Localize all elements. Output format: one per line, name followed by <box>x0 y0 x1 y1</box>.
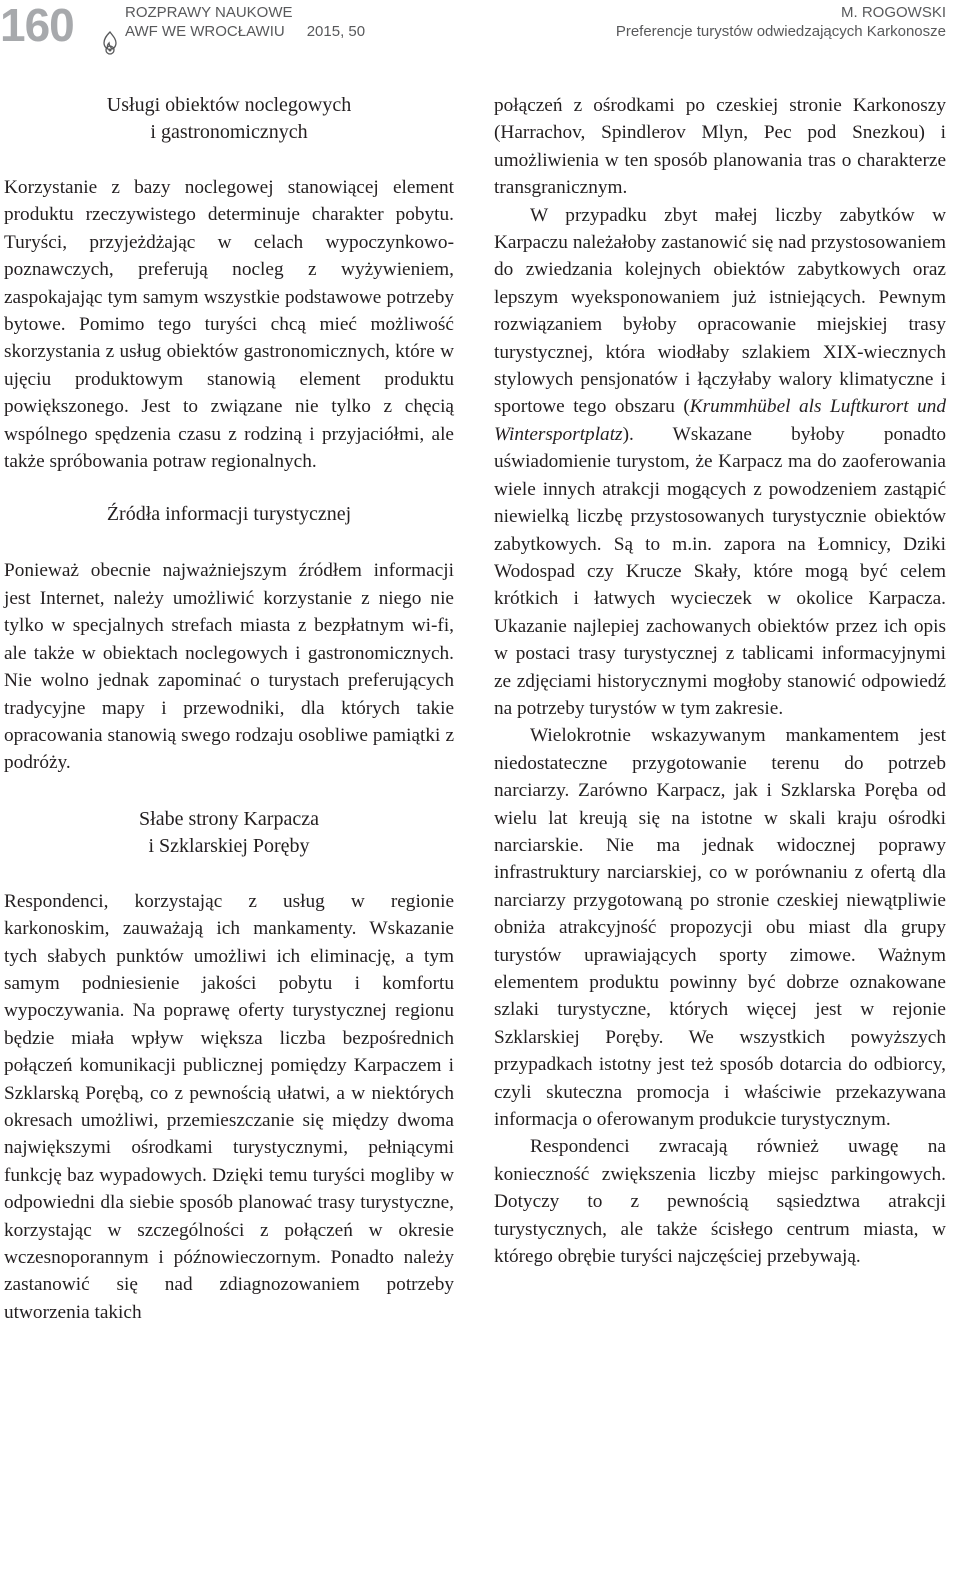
running-head-author: M. ROGOWSKI <box>841 4 946 21</box>
section-heading-information-sources: Źródła informacji turystycznej <box>106 503 352 526</box>
journal-issue: 2015, 50 <box>306 23 366 40</box>
paragraph-monuments-text-b: ). Wskazane byłoby ponadto uświadomienie turystom, że Karpacz ma do zaoferowania wiele innych atrakcji mogących z powodzeniem zastąpić niewielką liczbę przystosowanych turystycznie obiektów zabytkowych. Są to m.in. zapora na Łomnicy, Dziki Wodospad czy Krucze Skały, które mogą być celem krótkich i łatwych wycieczek w okolice Karpacza. Ukazanie najlepiej zachowanych obiektów przez ich opis w postaci trasy turystycznej z tablicami informacyjnymi ze zdjęciami historycznymi mogłoby stanowić odpowiedź na potrzeby turystów w tym zakresie. <box>494 423 946 719</box>
section-heading-line: i gastronomicznych <box>150 121 308 143</box>
section-heading-line: i Szklarskiej Poręby <box>148 834 310 857</box>
journal-name-line1: ROZPRAWY NAUKOWE <box>125 4 293 21</box>
paragraph-monuments <box>494 202 946 723</box>
paragraph-accommodation: Korzystanie z bazy noclegowej stanowiącej element produktu rzeczywistego determinuje charakter pobytu. Turyści, przyjeżdżając w celach wypoczynkowo-poznawczych, preferują nocleg z wyżywieniem, zaspokajając tym samym wszystkie podstawowe potrzeby bytowe. Pomimo tego turyści chcą mieć możliwość skorzystania z usług obiektów gastronomicznych, które w ujęciu produktowym stanowią element produktu powiększonego. Jest to związane nie tylko z chęcią wspólnego spędzenia czasu z rodziną i przyjaciółmi, ale także spróbowania potraw regionalnych. <box>4 177 454 473</box>
running-head <box>616 3 946 41</box>
journal-name-line2 <box>125 22 365 41</box>
journal-logo-icon <box>100 31 120 55</box>
running-head-title: Preferencje turystów odwiedzających Karkonosze <box>615 23 946 40</box>
paragraph-cross-border: połączeń z ośrodkami po czeskiej stronie Karkonoszy (Harrachov, Spindlerov Mlyn, Pec pod Snezkou) i umożliwienia w ten sposób planowania tras o charakterze transgranicznym. <box>494 95 946 199</box>
section-heading-accommodation <box>4 92 454 146</box>
page-number: 160 <box>0 0 74 51</box>
paragraph-monuments-text-a: W przypadku zbyt małej liczby zabytków w Karpaczu należałoby zastanowić się nad przystosowaniem do zwiedzania kolejnych obiektów zabytkowych oraz lepszym wyeksponowaniem już istniejących. Pewnym rozwiązaniem byłoby opracowanie miejskiej trasy turystycznej, która wiodłaby szlakiem XIX-wiecznych stylowych pensjonatów i łączyłaby walory klimatyczne i sportowe tego obszaru ( <box>494 204 946 418</box>
left-column <box>4 92 454 1326</box>
paragraph-skiing: Wielokrotnie wskazywanym mankamentem jest niedostateczne przygotowanie terenu do potrzeb narciarzy. Zarówno Karpacz, jak i Szklarska Poręba od wielu lat kreują się na istotne w skali kraju ośrodki narciarskie. Nie ma jednak widocznej poprawy infrastruktury narciarskiej, co w porównaniu z ofertą dla narciarzy przygotowaną po stronie czeskiej niewątpliwie obniża atrakcyjność propozycji obu miast dla grupy turystów uprawiających sporty zimowe. Ważnym elementem produktu powinny być dobrze oznakowane szlaki turystyczne, których więcej jest w rejonie Szklarskiej Poręby. We wszystkich powyższych przypadkach istotny jest też sposób dotarcia do odbiorcy, czyli skuteczna promocja i właściwie przekazywana informacja o oferowanym produkcie turystycznym. <box>494 725 946 1131</box>
journal-name-line2-text: AWF WE WROCŁAWIU <box>125 23 285 40</box>
journal-name <box>125 3 365 41</box>
paragraph-weaknesses: Respondenci, korzystając z usług w regionie karkonoskim, zauważają ich mankamenty. Wskazanie tych słabych punktów umożliwi ich eliminację, a tym samym podniesienie jakości pobytu i komfortu wypoczywania. Na poprawę oferty turystycznej regionu będzie miała wpływ większa liczba bezpośrednich połączeń komunikacji publicznej pomiędzy Karpaczem i Szklarską Porębą, co z pewnością ułatwi, a w niektórych okresach umożliwi, przemieszczanie się między dwoma największymi ośrodkami turystycznymi, pełniącymi funkcję baz wypadowych. Dzięki temu turyści mogliby w odpowiedni dla siebie sposób planować trasy turystyczne, korzystając w szczególności z połączeń w okresie wczesnoporannym i późnowieczornym. Ponadto należy zastanowić się nad zdiagnozowaniem potrzeby utworzenia takich <box>4 890 454 1323</box>
paragraph-information-sources: Ponieważ obecnie najważniejszym źródłem informacji jest Internet, należy umożliwić korzystanie z niego nie tylko w specjalnych strefach miasta z bezpłatnym wi-fi, ale także w obiektach noclegowych i gastronomicznych. Nie wolno jednak zapominać o turystach preferujących tradycyjne mapy i przewodniki, dla których takie opracowania stanowią swego rodzaju osobliwe pamiątki z podróży. <box>4 560 454 774</box>
page-header <box>0 0 960 62</box>
section-heading-line: Słabe strony Karpacza <box>139 807 319 830</box>
right-column <box>494 92 946 1270</box>
paragraph-parking: Respondenci zwracają również uwagę na konieczność zwiększenia liczby miejsc parkingowych. Dotyczy to z pewnością sąsiedztwa atrakcji turystycznych, ale także ścisłego centrum miasta, w którego obrębie turyści najczęściej przebywają. <box>494 1136 946 1268</box>
section-heading-weaknesses <box>4 806 454 860</box>
section-heading-line: Usługi obiektów noclegowych <box>106 94 352 116</box>
paragraph-monuments-italic: Krummhübel als Luftkurort und Wintersportplatz <box>494 396 946 445</box>
